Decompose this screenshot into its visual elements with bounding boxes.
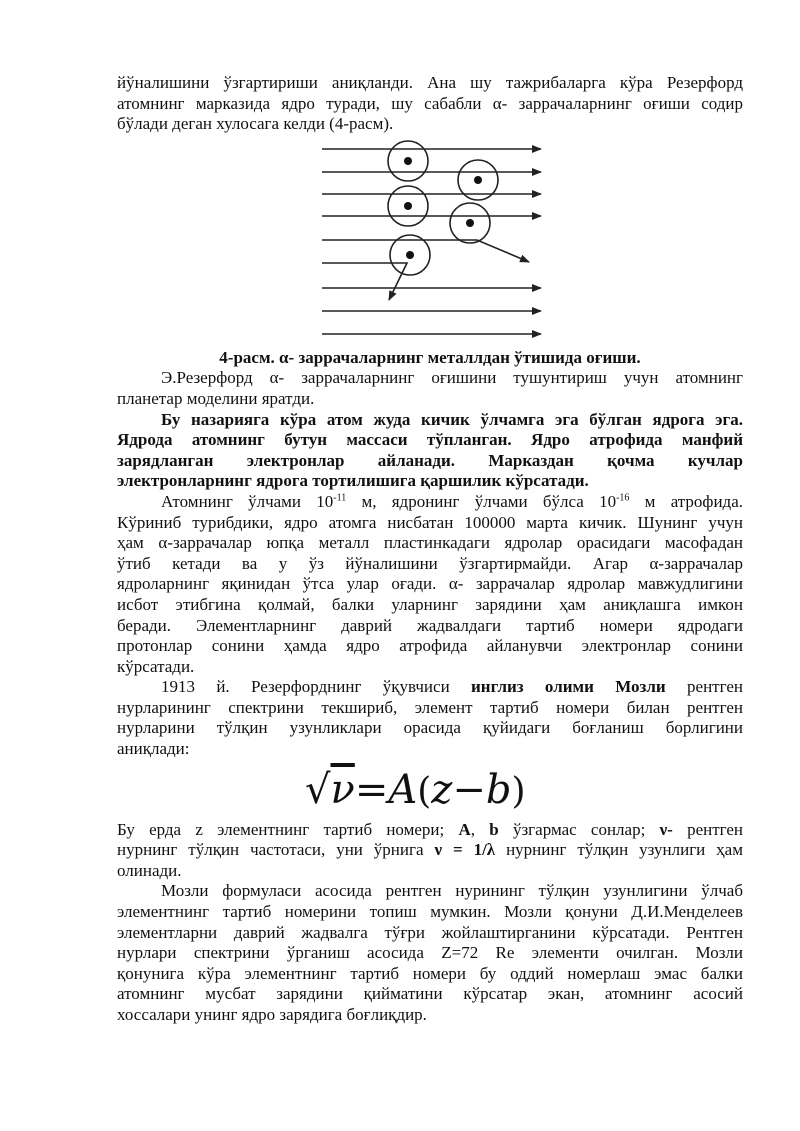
text-line: кўрсатади.	[117, 656, 195, 676]
formula-paren: (	[417, 770, 432, 812]
text-line: элементларни даврий жадвалга тўғри жойлаштирганини кўрсатади. Рентген	[117, 922, 743, 942]
text-line: протонлар сонини ҳамда ядро атрофида айланувчи электронлар сонини	[117, 636, 743, 656]
text-line: олинади.	[117, 860, 182, 880]
nucleus-dot	[474, 176, 482, 184]
text-line: ядроларнинг яқинидан ўтса улар оғади. α- заррачалар ядролар мавжудлигини	[117, 574, 743, 594]
text-line: нурлари спектрини ўрганиш асосида Z=72 Re элементи очилган. Мозли	[117, 943, 743, 963]
formula-equals: =	[354, 766, 389, 813]
formula-z: z	[431, 766, 453, 813]
text-line: планетар моделини яратди.	[117, 388, 315, 408]
text-line	[117, 677, 743, 698]
text-line: беради. Элементларнинг даврий жадвалдаги тартиб номери ядродаги	[117, 615, 743, 635]
formula-A: A	[388, 766, 418, 813]
bold-text-line: зарядланган электронлар айланади. Марказдан қочма кучлар	[117, 450, 743, 470]
text-line	[117, 492, 743, 513]
bold-text-line: Бу назарияга кўра атом жуда кичик ўлчамга эга бўлган ядрога эга.	[161, 409, 743, 429]
exponent: -11	[333, 492, 347, 504]
formula-paren: )	[511, 770, 526, 812]
figure-caption: 4-расм. α- заррачаларнинг металлдан ўтишида оғиши.	[219, 347, 641, 367]
alpha-scattering-diagram	[317, 135, 547, 345]
text-line: аниқлади:	[117, 739, 190, 759]
text-line: нурларини тўлқин узунликлари орасида қуйидаги боғланиш борлигини	[117, 718, 743, 738]
text-line: Э.Резерфорд α- заррачаларнинг оғишини тушунтириш учун атомнинг	[161, 368, 743, 388]
bold-span: ν = 1/λ	[434, 840, 496, 860]
text-span: м атрофида.	[629, 491, 743, 511]
text-line: Кўриниб турибдики, ядро атомга нисбатан 100000 марта кичик. Шунинг учун	[117, 512, 743, 532]
text-span: 1913 й. Резерфорднинг ўқувчиси	[161, 677, 471, 697]
formula-nu: ν	[330, 766, 355, 813]
nucleus-dot	[404, 157, 412, 165]
nucleus-dot	[466, 219, 474, 227]
text-line: қонунига кўра элементнинг тартиб номери бу оддий номерлаш эмас балки	[117, 963, 743, 983]
text-line: элементнинг тартиб номерини топиш мумкин. Мозли қонуни Д.И.Менделеев	[117, 902, 743, 922]
text-line: бўлади деган хулосага келди (4-расм).	[117, 114, 394, 134]
text-span: рентген	[672, 819, 744, 839]
text-span: ўзгармас сонлар;	[498, 819, 660, 839]
text-line: Мозли формуласи асосида рентген нурининг тўлқин узунлигини ўлчаб	[161, 881, 743, 901]
formula-minus: −	[452, 766, 486, 813]
bold-text-line: электронларнинг ядрога тортилишига қаршилик кўрсатади.	[117, 471, 589, 491]
text-line: атомнинг марказида ядро туради, шу сабабли α- заррачаларнинг оғиши содир	[117, 93, 743, 113]
bold-span: A	[458, 819, 471, 839]
exponent: -16	[616, 492, 630, 504]
alpha-scattering-figure	[117, 135, 743, 345]
formula-expression	[305, 766, 526, 816]
text-line: ҳам α-заррачалар юпқа металл пластинкадаги ядролар орасидаги масофадан	[117, 533, 743, 553]
text-span: ,	[470, 819, 490, 839]
text-line: йўналишини ўзгартириши аниқланди. Ана шу тажрибаларга кўра Резерфорд	[117, 73, 743, 92]
bold-span: b	[489, 819, 499, 839]
document-page	[117, 73, 743, 1026]
text-line	[117, 840, 743, 861]
text-line: исбот этибгина қолмай, балки уларнинг зарядини ҳам аниқлашга имкон	[117, 594, 743, 614]
bold-span: инглиз олими Мозли	[471, 677, 666, 697]
bold-text-line: Ядрода атомнинг бутун массаси тўпланган. Ядро атрофида манфий	[117, 430, 743, 450]
text-line	[117, 820, 743, 841]
moseley-formula	[117, 760, 743, 820]
text-span: м, ядронинг ўлчами бўлса 10	[346, 491, 617, 511]
text-line: ўтиб кетади ва у ўз йўналишини ўзгартирмайди. Агар α-заррачалар	[117, 553, 743, 573]
text-span: Бу ерда z элементнинг тартиб номери;	[117, 819, 459, 839]
nucleus-dot	[404, 202, 412, 210]
sqrt-sign: √	[305, 766, 331, 813]
text-span: нурнинг тўлқин частотаси, уни ўрнига	[117, 840, 435, 860]
formula-b: b	[485, 766, 512, 813]
nucleus-dot	[406, 251, 414, 259]
text-span: нурнинг тўлқин узунлиги ҳам	[495, 840, 743, 860]
text-span: рентген	[665, 677, 743, 697]
text-span: Атомнинг ўлчами 10	[161, 491, 334, 511]
text-line: хоссалари унинг ядро зарядига боғлиқдир.	[117, 1005, 427, 1024]
text-line: атомнинг мусбат зарядини қийматини кўрсатар экан, атомнинг асосий	[117, 984, 743, 1004]
text-line: нурларининг спектрини текшириб, элемент тартиб номери билан рентген	[117, 697, 743, 717]
bold-span: ν-	[659, 819, 673, 839]
